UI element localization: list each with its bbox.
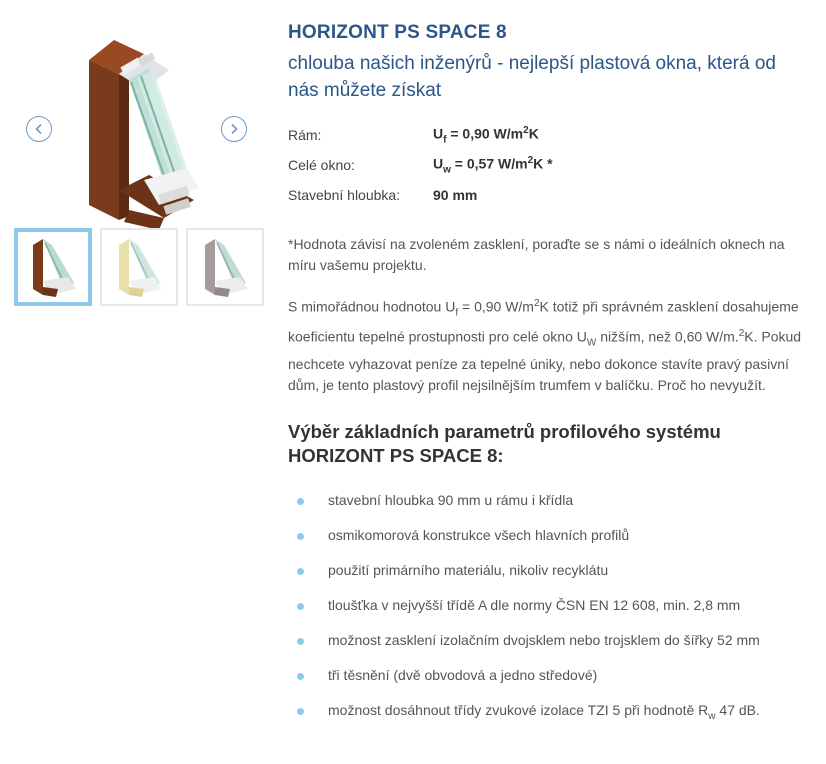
window-profile-illustration [69, 40, 209, 230]
chevron-right-icon [228, 123, 240, 135]
list-item [288, 526, 808, 545]
spec-value-subscript: w [443, 164, 451, 176]
spec-value [433, 125, 539, 145]
list-item-text: tři těsnění (dvě obvodová a jedno středové) [328, 666, 598, 683]
thumbnail-strip [14, 228, 264, 306]
description-superscript: 2 [533, 298, 540, 309]
list-item-subscript: w [708, 710, 716, 722]
spec-value-subscript: f [443, 134, 447, 146]
description-superscript: 2 [738, 328, 745, 340]
parameters-heading: Výběr základních parametrů profilového systému HORIZONT PS SPACE 8: [288, 420, 721, 466]
description-subscript: W [586, 337, 597, 349]
description-subscript: f [455, 307, 459, 319]
spec-value-unit: K [528, 125, 539, 142]
window-thumbnail-image [114, 237, 164, 297]
spec-table [288, 120, 808, 210]
thumbnail-walnut[interactable] [14, 228, 92, 306]
spec-label: Rám: [288, 127, 322, 143]
list-item-text [328, 701, 760, 722]
gallery-next-button[interactable] [221, 116, 247, 142]
description-text: K totiž při správném zasklení dosahujeme koeficientu tepelné prostupnosti pro celé okno U [288, 298, 799, 346]
description-text: K. Pokud nechcete vyhazovat peníze za tepelné úniky, nebo dokonce stavíte pravý pasivní dům, je tento plastový profil nejsilnějším trumfem v balíčku. Proč ho nevyužít. [288, 329, 802, 393]
description-text: S mimořádnou hodnotou U [288, 298, 456, 315]
list-item [288, 596, 808, 615]
spec-value-symbol: U [433, 155, 444, 172]
main-product-image [69, 40, 209, 230]
spec-value-superscript: 2 [523, 124, 529, 136]
product-details [288, 22, 808, 742]
list-item-text-part: 47 dB. [715, 701, 760, 718]
spec-value-symbol: U [433, 125, 444, 142]
footnote-text: *Hodnota závisí na zvoleném zasklení, poraďte se s námi o ideálních oknech na míru vašemu projektu. [288, 236, 785, 273]
chevron-left-icon [33, 123, 45, 135]
spec-value: 90 mm [433, 187, 478, 203]
description-text: nižším, než 0,60 W/m. [596, 329, 739, 346]
list-item [288, 631, 808, 650]
list-item [288, 491, 808, 510]
list-item-text: tloušťka v nejvyšší třídě A dle normy ČSN EN 12 608, min. 2,8 mm [328, 596, 741, 613]
spec-value-number: = 0,57 W/m [450, 155, 528, 172]
spec-label: Stavební hloubka: [288, 187, 401, 203]
spec-label: Celé okno: [288, 157, 355, 173]
thumbnail-cream[interactable] [100, 228, 178, 306]
list-item [288, 561, 808, 580]
gallery-prev-button[interactable] [26, 116, 52, 142]
list-item-text: možnost zasklení izolačním dvojsklem nebo trojsklem do šířky 52 mm [328, 631, 760, 648]
spec-row-depth [288, 180, 808, 210]
spec-value [433, 155, 553, 175]
parameters-list [288, 491, 808, 726]
window-thumbnail-image [28, 237, 78, 297]
list-item-text-part: možnost dosáhnout třídy zvukové izolace TZI 5 při hodnotě R [328, 701, 709, 718]
description-text: = 0,90 W/m [458, 298, 534, 315]
description-paragraph [288, 293, 808, 396]
product-subtitle: chlouba našich inženýrů - nejlepší plastová okna, která od nás můžete získat [288, 53, 776, 101]
thumbnail-grey[interactable] [186, 228, 264, 306]
product-title: HORIZONT PS SPACE 8 [288, 22, 507, 43]
spec-row-frame [288, 120, 808, 150]
spec-value-number: = 0,90 W/m [446, 125, 524, 142]
spec-value-unit: K * [533, 155, 553, 172]
spec-row-window [288, 150, 808, 180]
list-item [288, 666, 808, 685]
list-item-text: osmikomorová konstrukce všech hlavních profilů [328, 526, 630, 543]
list-item-text: stavební hloubka 90 mm u rámu i křídla [328, 491, 574, 508]
list-item [288, 701, 808, 726]
window-thumbnail-image [200, 237, 250, 297]
list-item-text: použití primárního materiálu, nikoliv recyklátu [328, 561, 609, 578]
spec-value-superscript: 2 [527, 154, 534, 166]
